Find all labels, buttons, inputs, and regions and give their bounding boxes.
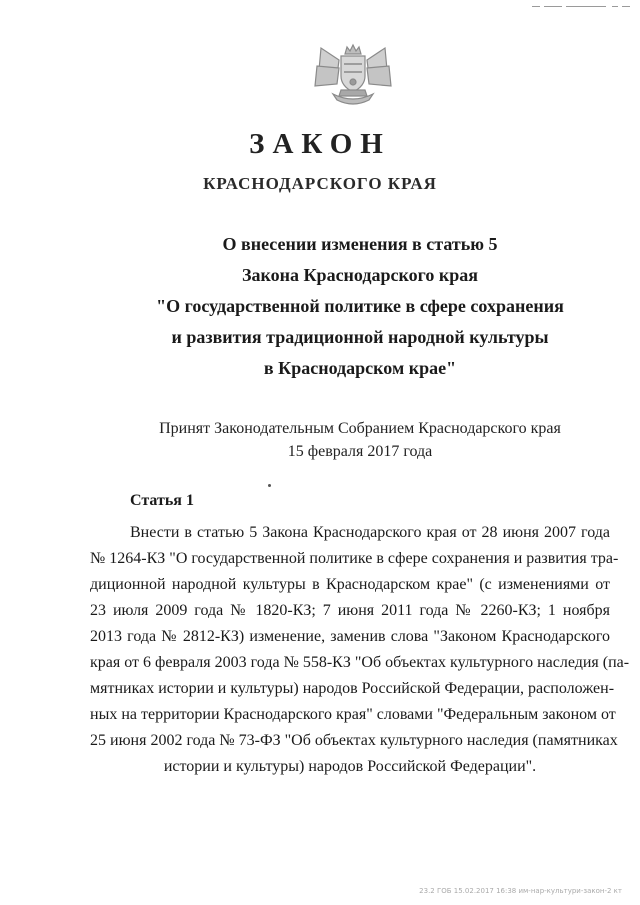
article-line: края от 6 февраля 2003 года № 558-КЗ "Об объектах культурного наследия (па- bbox=[90, 654, 630, 671]
article-line: 25 июня 2002 года № 73-ФЗ "Об объектах культурного наследия (памятниках bbox=[90, 732, 618, 749]
article-line: Внести в статью 5 Закона Краснодарского края от 28 июня 2007 года bbox=[130, 524, 610, 541]
article-line: № 1264-КЗ "О государственной политике в сфере сохранения и развития тра- bbox=[90, 550, 619, 567]
corner-scan-marks bbox=[532, 4, 632, 10]
article-line: 23 июля 2009 года № 1820-КЗ; 7 июня 2011 года № 2260-КЗ; 1 ноября bbox=[90, 602, 610, 619]
article-line: мятниках истории и культуры) народов Российской Федерации, расположен- bbox=[90, 680, 615, 697]
adoption-statement: Принят Законодательным Собранием Краснодарского края bbox=[159, 420, 561, 437]
article-line: ных на территории Краснодарского края" словами "Федеральным законом от bbox=[90, 706, 616, 723]
heading-line: в Краснодарском крае" bbox=[263, 358, 457, 378]
heading-line: Закона Краснодарского края bbox=[242, 265, 478, 285]
footer-file-code: 23.2 ГОБ 15.02.2017 16:38 им-нар-культури-закон-2 кт bbox=[419, 887, 622, 895]
article-title: Статья 1 bbox=[130, 492, 194, 509]
adoption-date: 15 февраля 2017 года bbox=[287, 443, 433, 460]
scan-speck bbox=[268, 484, 271, 487]
heading-line: "О государственной политике в сфере сохранения bbox=[156, 296, 564, 316]
coat-of-arms-icon bbox=[311, 42, 395, 112]
heading-line: О внесении изменения в статью 5 bbox=[222, 234, 498, 254]
article-line: диционной народной культуры в Краснодарском крае" (с изменениями от bbox=[90, 576, 610, 593]
law-subtitle: КРАСНОДАРСКОГО КРАЯ bbox=[203, 174, 437, 193]
law-title: ЗАКОН bbox=[249, 128, 391, 160]
article-line: 2013 года № 2812-КЗ) изменение, заменив слова "Законом Краснодарского bbox=[90, 628, 610, 645]
heading-line: и развития традиционной народной культуры bbox=[171, 327, 549, 347]
article-line: истории и культуры) народов Российской Федерации". bbox=[163, 758, 537, 775]
